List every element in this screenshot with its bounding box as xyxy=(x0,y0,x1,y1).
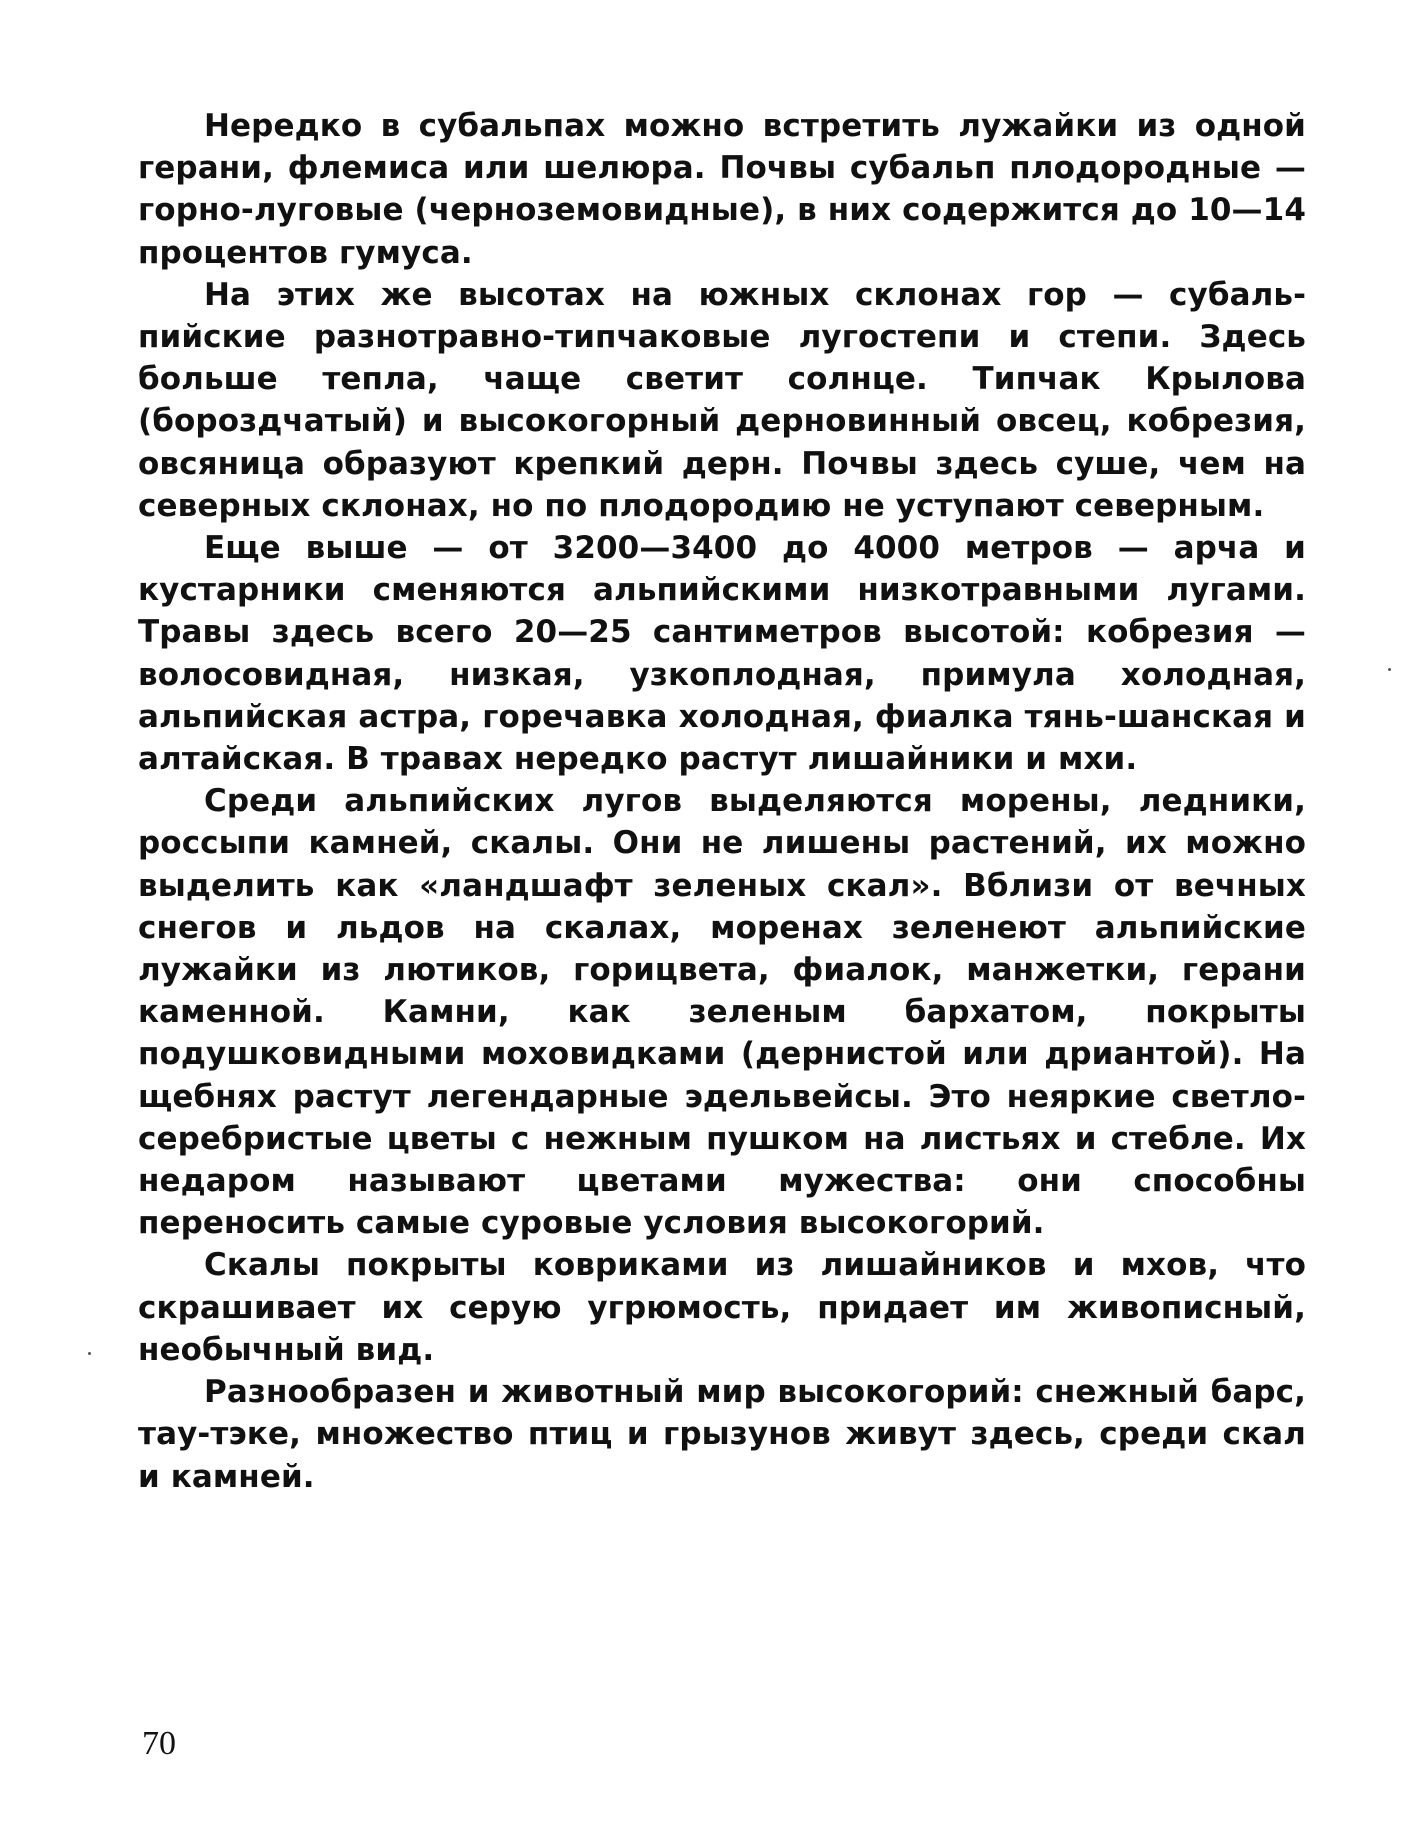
page-number: 70 xyxy=(142,1725,176,1762)
paragraph-alpine-meadows: Еще выше — от 3200—3400 до 4000 метров — арча и кустарники сменяются альпийскими низкотравными лугами. Травы здесь всего 20—25 сантиметров высотой: кобрезия — волосовидная, низкая, узкоплодная, примула холодная, альпийская астра, горечавка холодная, фиалка тянь-шанская и алтайская. В травах нередко растут лишайники и мхи. xyxy=(138,530,1306,778)
paragraph-lichen-rocks: Скалы покрыты ковриками из лишайников и мхов, что скрашивает их серую угрюмость, придает им живописный, необычный вид. xyxy=(138,1247,1306,1368)
page-body xyxy=(138,105,1306,1498)
paragraph-subalpine-meadows: Нередко в субальпах можно встретить лужайки из одной герани, флемиса или шелюра. Почвы субальп плодородные — горно-луговые (черноземовидные), в них содержится до 10—14 процентов гумуса. xyxy=(138,108,1306,271)
scan-speck xyxy=(1388,668,1391,671)
scan-speck xyxy=(88,1352,91,1355)
paragraph-southern-slopes: На этих же высотах на южных склонах гор — субальпийские разнотравно-типчаковые лугостепи и степи. Здесь больше тепла, чаще светит солнце. Типчак Крылова (бороздчатый) и высокогорный дерновинный овсец, кобрезия, овсяница образуют крепкий дерн. Почвы здесь суше, чем на северных склонах, но по плодородию не уступают северным. xyxy=(138,276,1306,524)
paragraph-green-rocks: Среди альпийских лугов выделяются морены, ледники, россыпи камней, скалы. Они не лишены растений, их можно выделить как «ландшафт зеленых скал». Вблизи от вечных снегов и льдов на скалах, моренах зеленеют альпийские лужайки из лютиков, горицвета, фиалок, манжетки, герани каменной. Камни, как зеленым бархатом, покрыты подушковидными моховидками (дернистой или дриантой). На щебнях растут легендарные эдельвейсы. Это неяркие светло-серебристые цветы с нежным пушком на листьях и стебле. Их недаром называют цветами мужества: они способны переносить самые суровые условия высокогорий. xyxy=(138,783,1306,1242)
paragraph-fauna: Разнообразен и животный мир высокогорий: снежный барс, тау-тэке, множество птиц и грызунов живут здесь, среди скал и камней. xyxy=(138,1374,1306,1495)
